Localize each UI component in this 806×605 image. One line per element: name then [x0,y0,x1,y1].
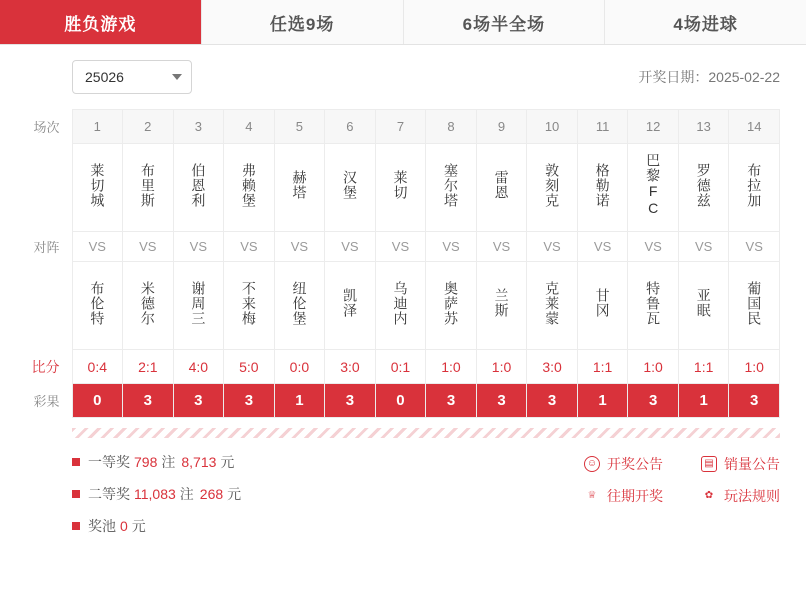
pool-amount: 0 [120,518,128,534]
home-team-cell: 格勒诺 [577,144,628,232]
score-cell: 0:1 [375,350,426,384]
score-cell: 1:0 [729,350,780,384]
result-cell: 0 [72,384,123,418]
vs-cell: VS [678,232,729,262]
round-cell: 14 [729,110,780,144]
away-team-cell: 乌迪内 [375,262,426,350]
bullet-icon [72,490,80,498]
prize-name: 一等奖 [88,454,130,470]
result-cell: 1 [577,384,628,418]
home-team-cell: 莱切城 [72,144,123,232]
vs-cell: VS [224,232,275,262]
row-label-matchup: 对阵 [0,144,72,350]
issue-bar [0,45,806,109]
home-team-cell: 伯恩利 [173,144,224,232]
score-cell: 3:0 [325,350,376,384]
link-label: 玩法规则 [724,488,780,504]
result-cell: 3 [224,384,275,418]
table-row-away [0,262,780,350]
away-team-cell: 兰斯 [476,262,527,350]
home-team-cell: 敦刻克 [527,144,578,232]
link-label: 销量公告 [724,456,780,472]
link-past-draws[interactable] [584,486,663,506]
prize-count-unit: 注 [179,486,194,502]
prize-count-unit: 注 [161,454,176,470]
rules-icon: ✿ [704,490,714,501]
away-team-cell: 凯泽 [325,262,376,350]
round-cell: 8 [426,110,477,144]
result-cell: 3 [729,384,780,418]
zigzag-divider [72,428,780,438]
result-cell: 3 [123,384,174,418]
round-cell: 7 [375,110,426,144]
pool-unit: 元 [131,518,146,534]
prize-count: 11,083 [134,486,176,502]
away-team-cell: 布伦特 [72,262,123,350]
table-row-home [0,144,780,232]
home-team-cell: 布里斯 [123,144,174,232]
table-row-round [0,110,780,144]
round-cell: 9 [476,110,527,144]
score-cell: 3:0 [527,350,578,384]
issue-select-wrap [72,60,192,94]
vs-cell: VS [325,232,376,262]
link-rules[interactable] [701,486,780,506]
home-team-cell: 弗赖堡 [224,144,275,232]
table-row-result [0,384,780,418]
away-team-cell: 纽伦堡 [274,262,325,350]
tab-6cbqc[interactable]: 6场半全场 [404,0,606,44]
result-cell: 3 [426,384,477,418]
round-cell: 2 [123,110,174,144]
link-label: 开奖公告 [607,456,663,472]
round-cell: 11 [577,110,628,144]
match-table [0,109,780,418]
round-cell: 12 [628,110,679,144]
result-cell: 3 [325,384,376,418]
score-cell: 1:0 [476,350,527,384]
result-cell: 1 [678,384,729,418]
score-cell: 0:4 [72,350,123,384]
home-team-cell: 雷恩 [476,144,527,232]
vs-cell: VS [476,232,527,262]
table-row-vs [0,232,780,262]
home-team-cell: 巴黎FC [628,144,679,232]
announcement-icon: ☺ [584,456,600,472]
prize-row-second [72,484,243,504]
vs-cell: VS [72,232,123,262]
home-team-cell: 赫塔 [274,144,325,232]
result-cell: 0 [375,384,426,418]
round-cell: 13 [678,110,729,144]
round-cell: 5 [274,110,325,144]
away-team-cell: 不来梅 [224,262,275,350]
bullet-icon [72,522,80,530]
vs-cell: VS [123,232,174,262]
vs-cell: VS [577,232,628,262]
issue-select[interactable] [72,60,192,94]
away-team-cell: 特鲁瓦 [628,262,679,350]
vs-cell: VS [426,232,477,262]
vs-cell: VS [527,232,578,262]
result-cell: 3 [628,384,679,418]
home-team-cell: 莱切 [375,144,426,232]
sales-icon: ▤ [701,456,717,472]
score-cell: 5:0 [224,350,275,384]
row-label-score: 比分 [0,350,72,384]
game-tabs [0,0,806,45]
prize-list [72,452,243,548]
home-team-cell: 罗德兹 [678,144,729,232]
link-group [584,452,780,548]
bottom-section [0,438,806,548]
away-team-cell: 甘冈 [577,262,628,350]
vs-cell: VS [729,232,780,262]
home-team-cell: 布拉加 [729,144,780,232]
away-team-cell: 克莱蒙 [527,262,578,350]
vs-cell: VS [274,232,325,262]
match-table-wrap [0,109,806,418]
score-cell: 1:1 [678,350,729,384]
draw-date-label: 开奖日期：2025-02-22 [638,69,780,85]
vs-cell: VS [628,232,679,262]
round-cell: 10 [527,110,578,144]
prize-count: 798 [134,454,158,470]
score-cell: 1:1 [577,350,628,384]
away-team-cell: 葡国民 [729,262,780,350]
prize-amount: 8,713 [181,454,217,470]
round-cell: 3 [173,110,224,144]
score-cell: 4:0 [173,350,224,384]
prize-row-first [72,452,243,472]
result-cell: 3 [173,384,224,418]
vs-cell: VS [173,232,224,262]
away-team-cell: 亚眠 [678,262,729,350]
result-cell: 3 [527,384,578,418]
row-label-round: 场次 [0,110,72,144]
away-team-cell: 谢周三 [173,262,224,350]
tab-zzfyx[interactable]: 胜负游戏 [0,0,202,44]
home-team-cell: 汉堡 [325,144,376,232]
prize-pool-row [72,516,243,536]
away-team-cell: 米德尔 [123,262,174,350]
tab-4cjq[interactable]: 4场进球 [605,0,806,44]
home-team-cell: 塞尔塔 [426,144,477,232]
prize-amount: 268 [199,486,224,502]
bullet-icon [72,458,80,466]
tab-rx9[interactable]: 任选9场 [202,0,404,44]
trophy-icon: ♕ [587,490,597,501]
away-team-cell: 奥萨苏 [426,262,477,350]
round-cell: 6 [325,110,376,144]
table-row-score [0,350,780,384]
pool-name: 奖池 [88,518,116,534]
prize-amount-unit: 元 [227,486,242,502]
row-label-result: 彩果 [0,384,72,418]
prize-name: 二等奖 [88,486,130,502]
round-cell: 1 [72,110,123,144]
link-draw-announcement[interactable] [584,454,663,474]
round-cell: 4 [224,110,275,144]
result-cell: 1 [274,384,325,418]
score-cell: 1:0 [426,350,477,384]
result-cell: 3 [476,384,527,418]
score-cell: 1:0 [628,350,679,384]
link-label: 往期开奖 [607,488,663,504]
vs-cell: VS [375,232,426,262]
score-cell: 2:1 [123,350,174,384]
link-sales-announcement[interactable] [701,454,780,474]
score-cell: 0:0 [274,350,325,384]
prize-amount-unit: 元 [220,454,235,470]
